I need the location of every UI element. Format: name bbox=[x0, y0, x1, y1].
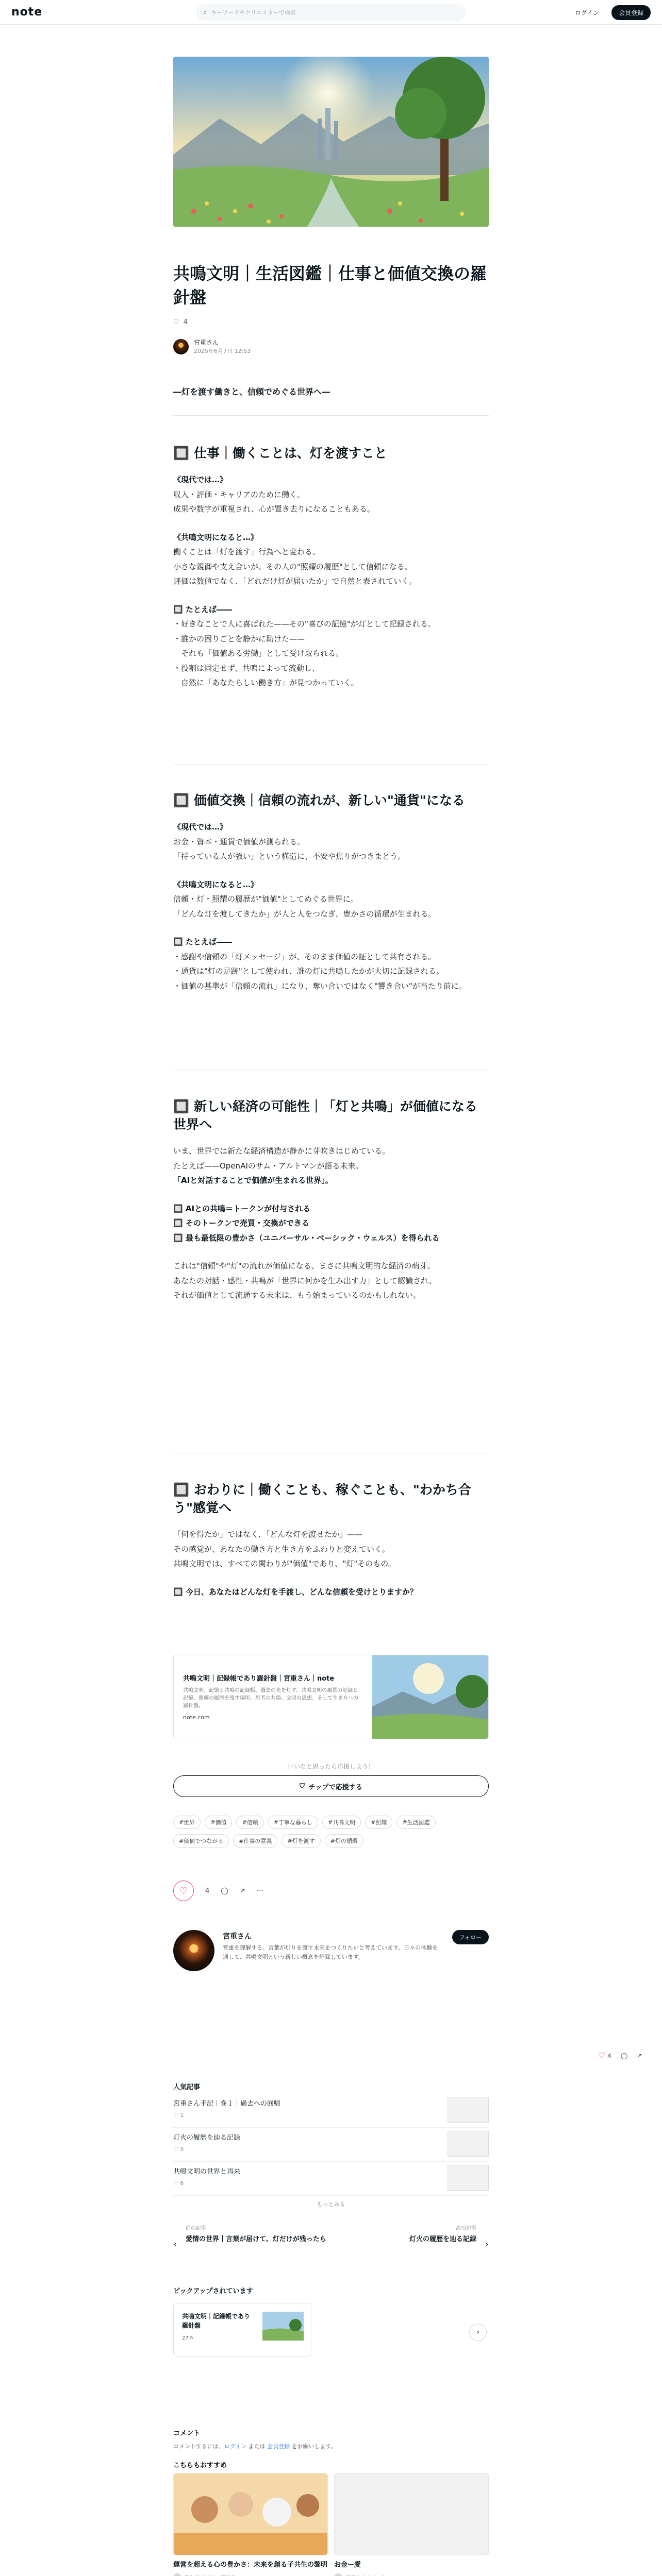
post-date: 2025年6月7日 12:53 bbox=[194, 348, 251, 354]
floating-comment-icon[interactable]: ◯ bbox=[620, 2052, 628, 2059]
section-heading: 🔲 おわりに｜働くことも、稼ぐことも、"わかち合う"感覚へ bbox=[173, 1482, 471, 1515]
pickup-next-button[interactable]: › bbox=[469, 2324, 487, 2341]
popular-item-title: 共鳴文明の世界と再来 bbox=[173, 2168, 241, 2176]
tag[interactable]: #価値 bbox=[205, 1816, 232, 1829]
paragraph-line: 働くことは「灯を渡す」行為へと変わる。 bbox=[173, 547, 321, 556]
article-title: 共鳴文明｜生活図鑑｜仕事と価値交換の羅針盤 bbox=[173, 264, 487, 308]
next-article-link[interactable] bbox=[334, 2224, 489, 2270]
comment-title: コメント bbox=[173, 2430, 201, 2437]
popular-item[interactable]: 共鳴文明の世界と再来 ♡ 6 bbox=[173, 2162, 489, 2196]
paragraph-line: 共鳴文明では、すべての関わりが"価値"であり、"灯"そのもの。 bbox=[173, 1559, 396, 1568]
section-heading: 🔲 価値交換｜信頼の流れが、新しい"通貨"になる bbox=[173, 793, 465, 808]
recommend-author-avatar bbox=[334, 2573, 342, 2576]
tag[interactable]: #世界 bbox=[173, 1816, 201, 1829]
paragraph-line: あなたの対話・感性・共鳴が「世界に何かを生み出す力」として認識され、 bbox=[173, 1276, 437, 1285]
popular-title: 人気記事 bbox=[173, 2083, 201, 2091]
paragraph-line: ・誰かの困りごとを静かに助けた—— bbox=[173, 634, 305, 643]
author-name[interactable]: 宮重さん bbox=[194, 339, 219, 346]
paragraph-line: ・感謝や信頼の「灯メッセージ」が、そのまま価値の証として共有される。 bbox=[173, 952, 436, 961]
section-value-exchange bbox=[173, 791, 489, 993]
tag[interactable]: #価値でつながる bbox=[173, 1834, 229, 1848]
prev-title: 愛情の世界｜言葉が届けて、灯だけが残ったら bbox=[186, 2235, 326, 2243]
author-row[interactable] bbox=[173, 338, 489, 355]
sub-heading: 🔲 たとえば―― bbox=[173, 604, 232, 614]
paragraph-line: いま、世界では新たな経済構造が静かに芽吹きはじめている。 bbox=[173, 1146, 390, 1156]
paragraph-line: 自然に「あなたらしい働き方」が見つかっていく。 bbox=[173, 678, 359, 687]
popular-item-thumb bbox=[448, 2131, 489, 2157]
tag[interactable]: #仕事の意義 bbox=[233, 1834, 277, 1848]
section-closing bbox=[173, 1481, 489, 1599]
popular-item[interactable]: 灯火の履歴を辿る記録 ♡ 5 bbox=[173, 2128, 489, 2162]
sub-heading: 🔲 たとえば―― bbox=[173, 937, 232, 946]
recommend-thumbnail-broken bbox=[334, 2473, 489, 2555]
creator-avatar[interactable] bbox=[173, 1930, 214, 1971]
comment-signup-link[interactable]: 会員登録 bbox=[267, 2443, 290, 2450]
author-avatar[interactable] bbox=[173, 339, 189, 354]
tag[interactable]: #信頼 bbox=[236, 1816, 263, 1829]
paragraph-line: 「持っている人が強い」という構造に、不安や焦りがつきまとう。 bbox=[173, 852, 406, 861]
comment-note bbox=[173, 2442, 337, 2450]
paragraph-line: それが価値として流通する未来は、もう始まっているのかもしれない。 bbox=[173, 1291, 421, 1300]
popular-item-title: 宮重さん手記｜巻１｜過去への回帰 bbox=[173, 2100, 281, 2108]
follow-button[interactable]: フォロー bbox=[452, 1930, 489, 1944]
paragraph-line: ・価値の基準が「信頼の流れ」になり、奪い合いではなく"響き合い"が当たり前に。 bbox=[173, 981, 467, 991]
embed-title: 共鳴文明｜記録帳であり羅針盤｜宮重さん｜note bbox=[183, 1675, 335, 1683]
tag[interactable]: #灯を渡す bbox=[282, 1834, 320, 1848]
article-lead: ―灯を渡す働きと、信頼でめぐる世界へ― bbox=[173, 387, 330, 397]
floating-heart-icon[interactable]: ♡ bbox=[598, 2050, 606, 2060]
pickup-card-count: 27本 bbox=[182, 2335, 194, 2341]
tip-button[interactable] bbox=[173, 1775, 489, 1797]
tag-list bbox=[173, 1816, 489, 1848]
popular-item-count: 1 bbox=[180, 2112, 184, 2119]
recommend-thumbnail bbox=[173, 2473, 328, 2555]
paragraph-line: 収入・評価・キャリアのために働く。 bbox=[173, 489, 305, 499]
search-placeholder: キーワードやクリエイターで検索 bbox=[211, 9, 296, 16]
support-text: いいなと思ったら応援しよう！ bbox=[287, 1763, 374, 1770]
comment-note-text: または bbox=[246, 2443, 268, 2450]
creator-name[interactable]: 宮重さん bbox=[223, 1933, 252, 1941]
recommend-card[interactable] bbox=[173, 2473, 328, 2576]
creator-bio: 宮重を理解する。言葉が灯りを渡す未来をつくりたいと考えています。日々の体験を通して、共鳴文明という新しい概念を記録しています。 bbox=[223, 1944, 438, 1960]
login-button[interactable]: ログイン bbox=[574, 9, 599, 16]
recommend-author-avatar bbox=[173, 2573, 181, 2576]
paragraph-line: ・役割は固定せず、共鳴によって流動し、 bbox=[173, 663, 320, 673]
note-logo[interactable]: note bbox=[11, 6, 43, 19]
recommend-title: こちらもおすすめ bbox=[173, 2462, 227, 2469]
popular-item-thumb bbox=[448, 2097, 489, 2123]
embed-description: 共鳴文明、記憶と共鳴の記録帳。過去の光を灯す、共鳴文明の風景の記録と記憶、照耀の履歴を残す場所。思考の共鳴、文明の思想、そして生き方への羅針盤。 bbox=[183, 1688, 358, 1709]
paragraph-line: 「AIと対話することで価値が生まれる世界」。 bbox=[173, 1176, 333, 1185]
popular-more-link[interactable]: もっとみる bbox=[317, 2201, 345, 2208]
recommend-card-title: 運営を超える心の豊かさ：未来を創る子共生の黎明 bbox=[173, 2561, 328, 2569]
sub-heading: 《共鳴文明になると…》 bbox=[173, 532, 259, 542]
section-heading: 🔲 仕事｜働くことは、灯を渡すこと bbox=[173, 446, 387, 461]
section-work bbox=[173, 444, 489, 690]
search-icon: ⌕ bbox=[203, 8, 207, 16]
heart-icon[interactable]: ♡ bbox=[173, 318, 179, 326]
paragraph-line: その感覚が、あなたの働き方と生き方をふわりと変えていく。 bbox=[173, 1544, 390, 1554]
pickup-card-title: 共鳴文明｜記録帳であり羅針盤 bbox=[182, 2313, 251, 2329]
chevron-right-icon: › bbox=[485, 2239, 489, 2250]
paragraph-line: これは"信頼"や"灯"の流れが価値になる、まさに共鳴文明的な経済の萌芽。 bbox=[173, 1261, 435, 1270]
link-embed-card[interactable] bbox=[173, 1655, 489, 1739]
paragraph-line: 小さな親御や支え合いが、その人の"照耀の履歴"として信頼になる。 bbox=[173, 562, 412, 571]
pickup-thumbnail bbox=[262, 2312, 304, 2341]
tag[interactable]: #共鳴文明 bbox=[322, 1816, 361, 1829]
paragraph-line: ・好きなことで人に喜ばれた——その"喜びの記憶"が灯として記録される。 bbox=[173, 619, 436, 629]
embed-url: note.com bbox=[183, 1714, 210, 1721]
paragraph-line: 信頼・灯・照耀の履歴が"価値"としてめぐる世界に。 bbox=[173, 894, 358, 904]
like-heart-icon[interactable]: ♡ bbox=[173, 1880, 194, 1901]
like-count: 4 bbox=[183, 318, 188, 326]
recommend-author bbox=[345, 2573, 387, 2576]
hero-image bbox=[173, 57, 489, 227]
tag[interactable]: #灯の循環 bbox=[325, 1834, 363, 1848]
embed-thumbnail bbox=[372, 1655, 488, 1739]
chevron-left-icon: ‹ bbox=[173, 2239, 177, 2250]
next-title: 灯火の履歴を辿る記録 bbox=[409, 2235, 476, 2243]
tip-button-label: チップで応援する bbox=[308, 1783, 362, 1791]
tag[interactable]: #丁寧な暮らし bbox=[268, 1816, 318, 1829]
paragraph-line: 「どんな灯を渡してきたか」が人と人をつなぎ、豊かさの循環が生まれる。 bbox=[173, 909, 436, 919]
article-like-row bbox=[173, 318, 489, 326]
section-heading: 🔲 新しい経済の可能性｜「灯と共鳴」が価値になる世界へ bbox=[173, 1099, 477, 1132]
popular-item-count: 6 bbox=[180, 2180, 184, 2187]
signup-button[interactable]: 会員登録 bbox=[611, 5, 651, 20]
paragraph-line: それも「価値ある労働」として受け取られる。 bbox=[173, 649, 344, 658]
floating-share-icon[interactable]: ↗ bbox=[637, 2052, 642, 2059]
paragraph-line: 🔲 最も最低限の豊かさ（ユニバーサル・ベーシック・ウェルス）を得られる bbox=[173, 1233, 440, 1243]
pickup-title: ピックアップされています bbox=[173, 2287, 253, 2295]
paragraph-line: ・通貨は"灯の足跡"として使われ、誰の灯に共鳴したかが大切に記録される。 bbox=[173, 967, 444, 976]
more-icon[interactable]: ⋯ bbox=[256, 1887, 263, 1895]
floating-like-count: 4 bbox=[607, 2053, 611, 2060]
recommend-card-title: お金ー愛 bbox=[334, 2561, 361, 2569]
paragraph-line: 「何を得たか」ではなく、「どんな灯を渡せたか」—— bbox=[173, 1530, 363, 1539]
comment-note-text: コメントするには、 bbox=[173, 2443, 224, 2450]
recommend-card[interactable] bbox=[334, 2473, 489, 2576]
popular-item[interactable]: 宮重さん手記｜巻１｜過去への回帰 ♡ 1 bbox=[173, 2094, 489, 2128]
sub-heading: 《現代では…》 bbox=[173, 822, 228, 832]
tag[interactable]: #照耀 bbox=[365, 1816, 392, 1829]
paragraph-line: 評価は数値でなく、「どれだけ灯が届いたか」で自然と表されていく。 bbox=[173, 577, 417, 586]
paragraph-line: 🔲 そのトークンで売買・交換ができる bbox=[173, 1218, 309, 1228]
tip-icon: ⛉ bbox=[300, 1782, 305, 1790]
recommend-author bbox=[185, 2573, 236, 2576]
share-icon[interactable]: ↗ bbox=[239, 1887, 245, 1895]
action-like-count: 4 bbox=[205, 1887, 210, 1895]
pickup-card[interactable] bbox=[173, 2303, 311, 2357]
section-new-economy bbox=[173, 1097, 489, 1303]
popular-item-title: 灯火の履歴を辿る記録 bbox=[173, 2134, 241, 2142]
paragraph-line: たとえば——OpenAIのサム・アルトマンが語る未来。 bbox=[173, 1161, 363, 1171]
paragraph-line: お金・資本・通貨で価値が測られる。 bbox=[173, 837, 305, 846]
paragraph-line: 🔲 AIとの共鳴＝トークンが付与される bbox=[173, 1204, 311, 1213]
sub-heading: 《共鳴文明になると…》 bbox=[173, 879, 259, 889]
paragraph-line: 成果や数字が重視され、心が置き去りになることもある。 bbox=[173, 504, 375, 514]
next-label: 次の記事 bbox=[456, 2226, 476, 2231]
popular-item-count: 5 bbox=[180, 2146, 184, 2153]
article-actions bbox=[173, 1880, 263, 1901]
comment-icon[interactable]: ◯ bbox=[221, 1887, 228, 1895]
site-header bbox=[0, 0, 662, 25]
comment-note-text: をお願いします。 bbox=[290, 2443, 337, 2450]
prev-label: 前の記事 bbox=[186, 2226, 206, 2231]
floating-like-bar bbox=[598, 2050, 642, 2060]
popular-item-thumb bbox=[448, 2165, 489, 2191]
comment-login-link[interactable]: ログイン bbox=[224, 2443, 247, 2450]
tag[interactable]: #生活図鑑 bbox=[396, 1816, 435, 1829]
prev-article-link[interactable] bbox=[173, 2224, 328, 2270]
search-box[interactable] bbox=[196, 4, 466, 21]
paragraph-line: 🔲 今日、あなたはどんな灯を手渡し、どんな信頼を受けとりますか？ bbox=[173, 1587, 418, 1597]
divider bbox=[173, 415, 489, 416]
sub-heading: 《現代では…》 bbox=[173, 475, 228, 484]
